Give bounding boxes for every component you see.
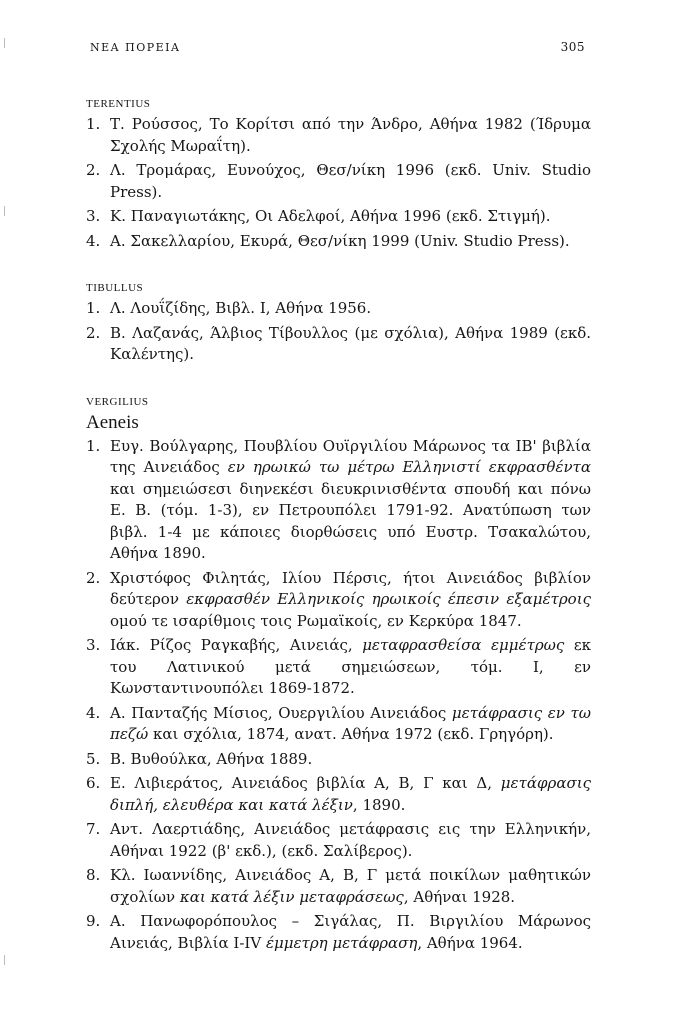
section-tibullus	[86, 282, 591, 366]
list-item: 5. Β. Βυθούλκα, Αθήνα 1889.	[86, 749, 313, 768]
work-title: Aeneis	[86, 411, 139, 433]
list-item: 3. Κ. Παναγιωτάκης, Οι Αδελφοί, Αθήνα 1996 (εκδ. Στιγμή).	[86, 207, 551, 225]
list-item: 1. Τ. Ρούσσος, Το Κορίτσι από την Άνδρο, Αθήνα 1982 (Ίδρυμα Σχολής Μωραΐτη).	[86, 115, 591, 155]
list-item: 4. Α. Πανταζής Μίσιος, Ουεργιλίου Αινειάδος μετάφρασις εν τω πεζώ και σχόλια, 1874, ανατ. Αθήνα 1972 (εκδ. Γρηγόρη).	[86, 703, 591, 743]
entry-list	[86, 298, 591, 366]
running-head	[90, 40, 585, 54]
scan-edge-mark	[4, 38, 8, 48]
entry-list	[86, 436, 591, 955]
section-heading: VERGILIUS	[86, 395, 149, 408]
section-heading: TERENTIUS	[86, 98, 151, 110]
list-item: 2. Β. Λαζανάς, Άλβιος Τίβουλλος (με σχόλια), Αθήνα 1989 (εκδ. Καλέντης).	[86, 323, 591, 363]
scan-edge-mark	[4, 206, 8, 216]
list-item: 9. Α. Πανωφορόπουλος – Σιγάλας, Π. Βιργιλίου Μάρωνος Αινειάς, Βιβλία I-IV έμμετρη μετάφραση, Αθήνα 1964.	[86, 912, 591, 952]
list-item: 4. Α. Σακελλαρίου, Εκυρά, Θεσ/νίκη 1999 (Univ. Studio Press).	[86, 231, 570, 250]
section-heading: TIBULLUS	[86, 282, 144, 294]
scan-edge-mark	[4, 955, 8, 965]
list-item: 8. Κλ. Ιωαννίδης, Αινειάδος Α, Β, Γ μετά ποικίλων μαθητικών σχολίων και κατά λέξιν μεταφράσεως, Αθήναι 1928.	[86, 866, 591, 906]
list-item: 1. Ευγ. Βούλγαρης, Πουβλίου Ουϊργιλίου Μάρωνος τα ΙΒ' βιβλία της Αινειάδος εν ηρωικώ τω μέτρω Ελληνιστί εκφρασθέντα και σημειώσεσι διηνεκέσι διευκρινισθέντα σπουδή και πόνω Ε. Β. (τόμ. 1-3), εν Πετρουπόλει 1791-92. Ανατύπωση των βιβλ. 1-4 με κάποιες διορθώσεις υπό Ευστρ. Τσακαλώτου, Αθήνα 1890.	[86, 436, 591, 562]
section-vergilius	[86, 396, 591, 955]
list-item: 6. Ε. Λιβιεράτος, Αινειάδος βιβλία Α, Β, Γ και Δ, μετάφρασις διπλή, ελευθέρα και κατά λέξιν, 1890.	[86, 774, 591, 814]
bibliography	[86, 98, 591, 984]
list-item: 2. Λ. Τρομάρας, Ευνούχος, Θεσ/νίκη 1996 (εκδ. Univ. Studio Press).	[86, 161, 591, 201]
entry-list	[86, 114, 591, 252]
list-item: 1. Λ. Λουΐζίδης, Βιβλ. Ι, Αθήνα 1956.	[86, 299, 372, 317]
section-terentius	[86, 98, 591, 252]
page-number: 305	[560, 40, 585, 54]
list-item: 3. Ιάκ. Ρίζος Ραγκαβής, Αινειάς, μεταφρασθείσα εμμέτρως εκ του Λατινικού μετά σημειώσεων, τόμ. Ι, εν Κωνσταντινουπόλει 1869-1872.	[86, 636, 592, 697]
journal-title: ΝΕΑ ΠΟΡΕΙΑ	[90, 41, 181, 54]
list-item: 2. Χριστόφος Φιλητάς, Ιλίου Πέρσις, ήτοι Αινειάδος βιβλίον δεύτερον εκφρασθέν Ελληνικοίς ηρωικοίς έπεσιν εξαμέτροις ομού τε ισαρίθμοις τοις Ρωμαϊκοίς, εν Κερκύρα 1847.	[86, 568, 591, 630]
list-item: 7. Αντ. Λαερτιάδης, Αινειάδος μετάφρασις εις την Ελληνικήν, Αθήναι 1922 (β' εκδ.), (εκδ. Σαλίβερος).	[86, 820, 591, 860]
